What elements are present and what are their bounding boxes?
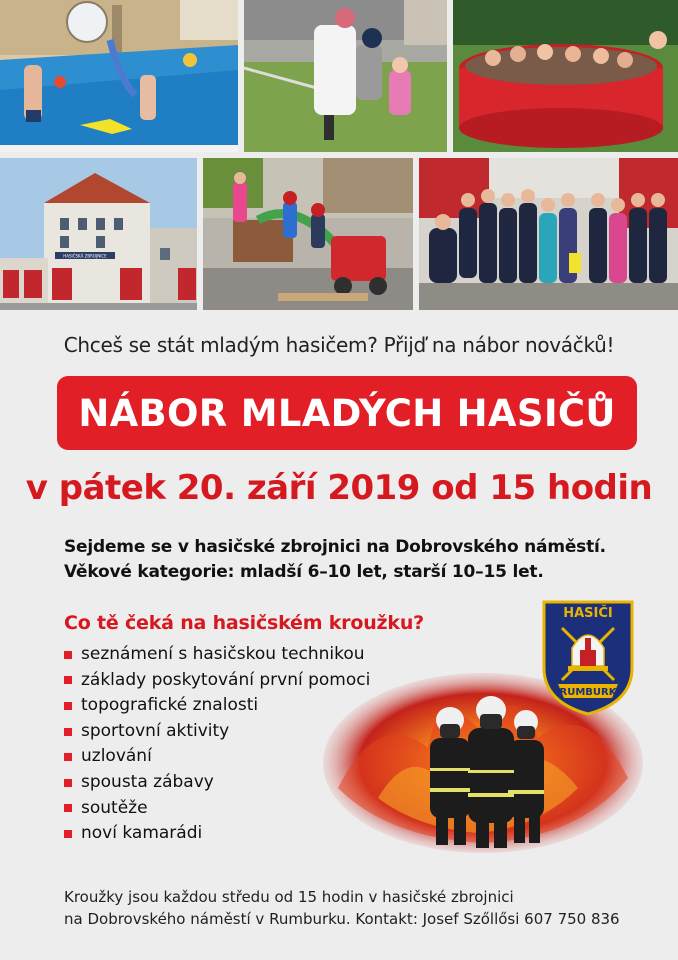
photo-pool (0, 0, 238, 152)
meeting-info (64, 535, 606, 585)
bullet (64, 804, 72, 812)
bullet (64, 651, 72, 659)
activities-list (64, 642, 370, 847)
tagline: Chceš se stát mladým hasičem? Přijď na nábor nováčků! (63, 333, 615, 357)
emblem-bottom-text: RUMBURK (559, 687, 617, 698)
list-item-label: sportovní aktivity (81, 720, 230, 741)
headline-text: NÁBOR MLADÝCH HASIČŮ (78, 391, 616, 435)
bullet (64, 830, 72, 838)
list-item (64, 770, 370, 796)
bullet (64, 728, 72, 736)
photo-pump-practice (203, 158, 413, 310)
list-item (64, 821, 370, 847)
list-item-label: topografické znalosti (81, 695, 259, 716)
list-item (64, 796, 370, 822)
list-item-label: soutěže (81, 797, 148, 818)
event-date: v pátek 20. září 2019 od 15 hodin (25, 468, 653, 508)
fire-brigade-emblem (540, 598, 636, 718)
footer-line-2: na Dobrovského náměstí v Rumburku. Kontakt: Josef Szőllősi 607 750 836 (64, 910, 620, 928)
list-item-label: spousta zábavy (81, 771, 214, 792)
list-item (64, 719, 370, 745)
meeting-place: Sejdeme se v hasičské zbrojnici na Dobrovského náměstí. (64, 537, 606, 557)
list-item (64, 642, 370, 668)
bullet (64, 676, 72, 684)
photo-fire-station (0, 158, 197, 310)
list-item (64, 744, 370, 770)
footer-line-1: Kroužky jsou každou středu od 15 hodin v hasičské zbrojnici (64, 888, 514, 906)
footer-note (64, 886, 620, 930)
list-item (64, 668, 370, 694)
bullet (64, 753, 72, 761)
headline-banner (57, 376, 637, 450)
emblem-top-text: HASIČI (563, 606, 613, 621)
list-item-label: noví kamarádi (81, 823, 203, 844)
age-categories: Věkové kategorie: mladší 6–10 let, starší 10–15 let. (64, 562, 544, 582)
activities-heading: Co tě čeká na hasičském kroužku? (64, 612, 424, 634)
list-item-label: uzlování (81, 746, 152, 767)
photo-group (419, 158, 678, 310)
photo-hose-practice (244, 0, 447, 152)
bullet (64, 779, 72, 787)
bullet (64, 702, 72, 710)
list-item (64, 693, 370, 719)
list-item-label: základy poskytování první pomoci (81, 669, 371, 690)
photo-outdoor-pool (453, 0, 678, 152)
station-sign: HASIČSKÁ ZBROJNICE (63, 253, 107, 259)
list-item-label: seznámení s hasičskou technikou (81, 644, 365, 664)
